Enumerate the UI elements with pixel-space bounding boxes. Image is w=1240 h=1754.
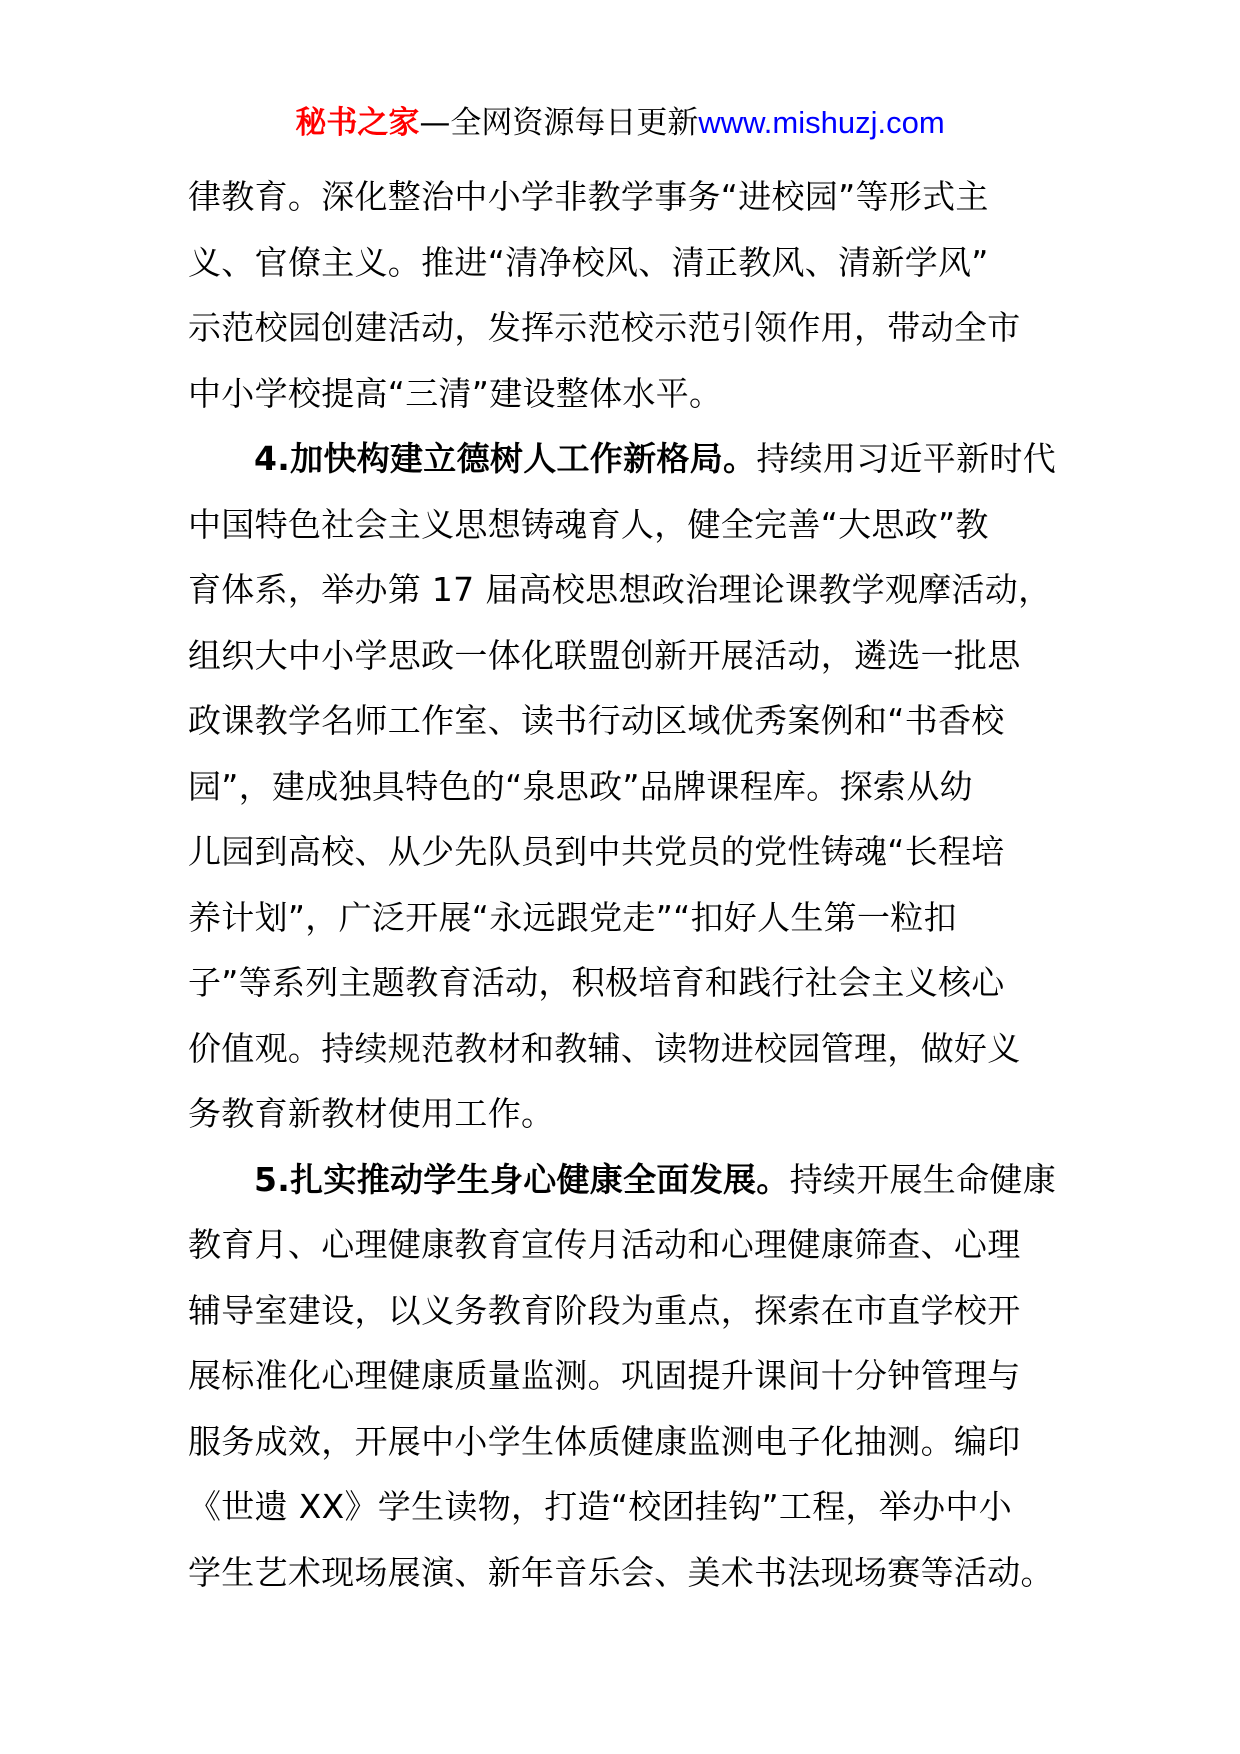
section-5-heading: 5.扎实推动学生身心健康全面发展。 — [254, 1159, 790, 1199]
page-header — [0, 103, 1240, 143]
text-line: 教育月、心理健康教育宣传月活动和心理健康筛查、心理 — [188, 1225, 1021, 1264]
header-url-link[interactable]: www.mishuzj.com — [698, 105, 945, 140]
text-line: 义、官僚主义。推进“清净校风、清正教风、清新学风” — [188, 242, 989, 282]
section-4-lead-text: 持续用习近平新时代 — [756, 439, 1057, 478]
text-line: 展标准化心理健康质量监测。巩固提升课间十分钟管理与 — [188, 1356, 1021, 1395]
text-line: 示范校园创建活动，发挥示范校示范引领作用，带动全市 — [188, 308, 1021, 347]
text-line: 服务成效，开展中小学生体质健康监测电子化抽测。编印 — [188, 1421, 1021, 1461]
text-line: 组织大中小学思政一体化联盟创新开展活动，遴选一批思 — [188, 635, 1021, 675]
header-tagline: —全网资源每日更新 — [419, 105, 699, 141]
text-line: 政课教学名师工作室、读书行动区域优秀案例和“书香校 — [188, 701, 1005, 740]
section-5-lead-text: 持续开展生命健康 — [789, 1159, 1057, 1199]
text-line: 子”等系列主题教育活动，积极培育和践行社会主义核心 — [188, 963, 1005, 1002]
section-4-first-line — [188, 426, 1058, 492]
text-line: 学生艺术现场展演、新年音乐会、美术书法现场赛等活动。 — [188, 1552, 1054, 1592]
document-body — [188, 164, 1058, 1605]
text-line: 中国特色社会主义思想铸魂育人，健全完善“大思政”教 — [188, 504, 989, 544]
text-line: 价值观。持续规范教材和教辅、读物进校园管理，做好义 — [188, 1028, 1021, 1068]
text-line: 中小学校提高“三清”建设整体水平。 — [188, 373, 723, 413]
text-line: 《世遗 XX》学生读物，打造“校团挂钩”工程，举办中小 — [188, 1487, 1012, 1526]
header-brand: 秘书之家 — [295, 105, 420, 141]
text-line: 律教育。深化整治中小学非教学事务“进校园”等形式主 — [188, 177, 989, 216]
text-line: 辅导室建设，以义务教育阶段为重点，探索在市直学校开 — [188, 1290, 1021, 1330]
text-line: 养计划”，广泛开展“永远跟党走”“扣好人生第一粒扣 — [188, 897, 957, 937]
paragraph-continued — [188, 164, 1058, 426]
section-5-paragraph — [188, 1147, 1058, 1606]
text-line: 儿园到高校、从少先队员到中共党员的党性铸魂“长程培 — [188, 832, 1005, 871]
section-4-paragraph — [188, 426, 1058, 1147]
text-line: 园”，建成独具特色的“泉思政”品牌课程库。探索从幼 — [188, 766, 973, 806]
section-4-heading: 4.加快构建立德树人工作新格局。 — [254, 439, 757, 478]
text-line: 务教育新教材使用工作。 — [188, 1094, 555, 1133]
section-5-first-line — [188, 1147, 1058, 1213]
text-line: 育体系，举办第 17 届高校思想政治理论课教学观摩活动， — [188, 570, 1052, 609]
